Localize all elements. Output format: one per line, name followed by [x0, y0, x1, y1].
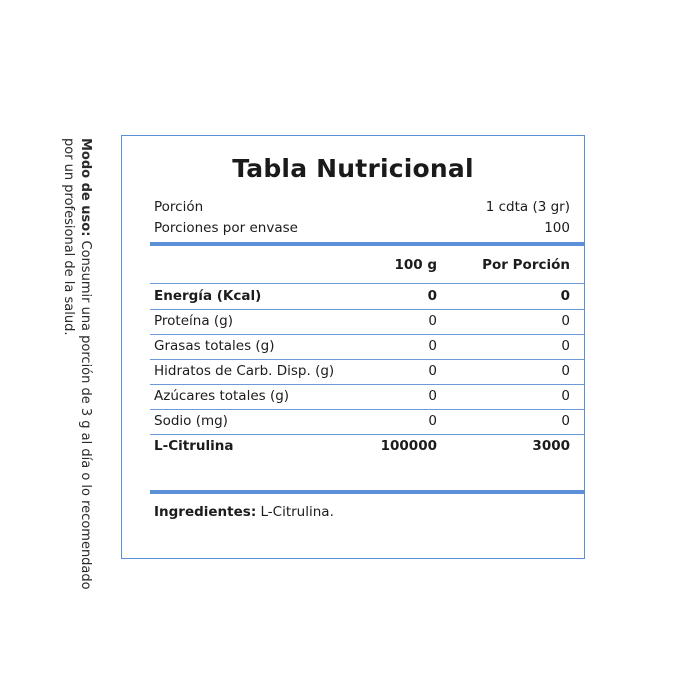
value-per-100g: 0 [428, 338, 437, 354]
nutrient-name: Grasas totales (g) [154, 338, 275, 354]
column-header-100g: 100 g [394, 257, 437, 273]
nutrient-name: Proteína (g) [154, 313, 233, 329]
table-row [154, 284, 570, 308]
divider-thick-bottom [150, 490, 584, 494]
value-per-serving: 0 [561, 363, 570, 379]
value-per-serving: 3000 [532, 438, 570, 454]
serving-value: 1 cdta (3 gr) [485, 199, 570, 215]
value-per-100g: 0 [428, 313, 437, 329]
usage-note-label: Modo de uso: [78, 138, 93, 237]
nutrient-name: L-Citrulina [154, 438, 234, 454]
servings-per-container-label: Porciones por envase [154, 220, 298, 236]
column-header-per-serving: Por Porción [482, 257, 570, 273]
value-per-100g: 0 [428, 388, 437, 404]
nutrition-table [121, 135, 585, 559]
serving-label: Porción [154, 199, 204, 215]
usage-note-text: Consumir una porción de 3 g al día o lo recomendado por un profesional de la salud. [61, 138, 93, 590]
nutrient-name: Azúcares totales (g) [154, 388, 290, 404]
table-row [154, 434, 570, 458]
ingredients [154, 504, 334, 520]
nutrient-name: Sodio (mg) [154, 413, 228, 429]
divider-thick [150, 242, 584, 246]
value-per-serving: 0 [561, 413, 570, 429]
ingredients-label: Ingredientes: [154, 504, 257, 520]
value-per-serving: 0 [561, 313, 570, 329]
value-per-100g: 0 [428, 363, 437, 379]
value-per-100g: 0 [427, 288, 437, 304]
nutrient-name: Energía (Kcal) [154, 288, 262, 304]
value-per-100g: 0 [428, 413, 437, 429]
table-header-row [154, 253, 570, 277]
table-title: Tabla Nutricional [232, 154, 474, 183]
table-row [154, 359, 570, 383]
value-per-serving: 0 [560, 288, 570, 304]
table-row [154, 409, 570, 433]
value-per-serving: 0 [561, 388, 570, 404]
usage-note [60, 138, 94, 598]
table-row [154, 384, 570, 408]
table-row [154, 309, 570, 333]
ingredients-value: L-Citrulina. [256, 504, 334, 520]
value-per-serving: 0 [561, 338, 570, 354]
value-per-100g: 100000 [380, 438, 437, 454]
table-row [154, 334, 570, 358]
servings-per-container-value: 100 [544, 220, 570, 236]
nutrient-name: Hidratos de Carb. Disp. (g) [154, 363, 335, 379]
